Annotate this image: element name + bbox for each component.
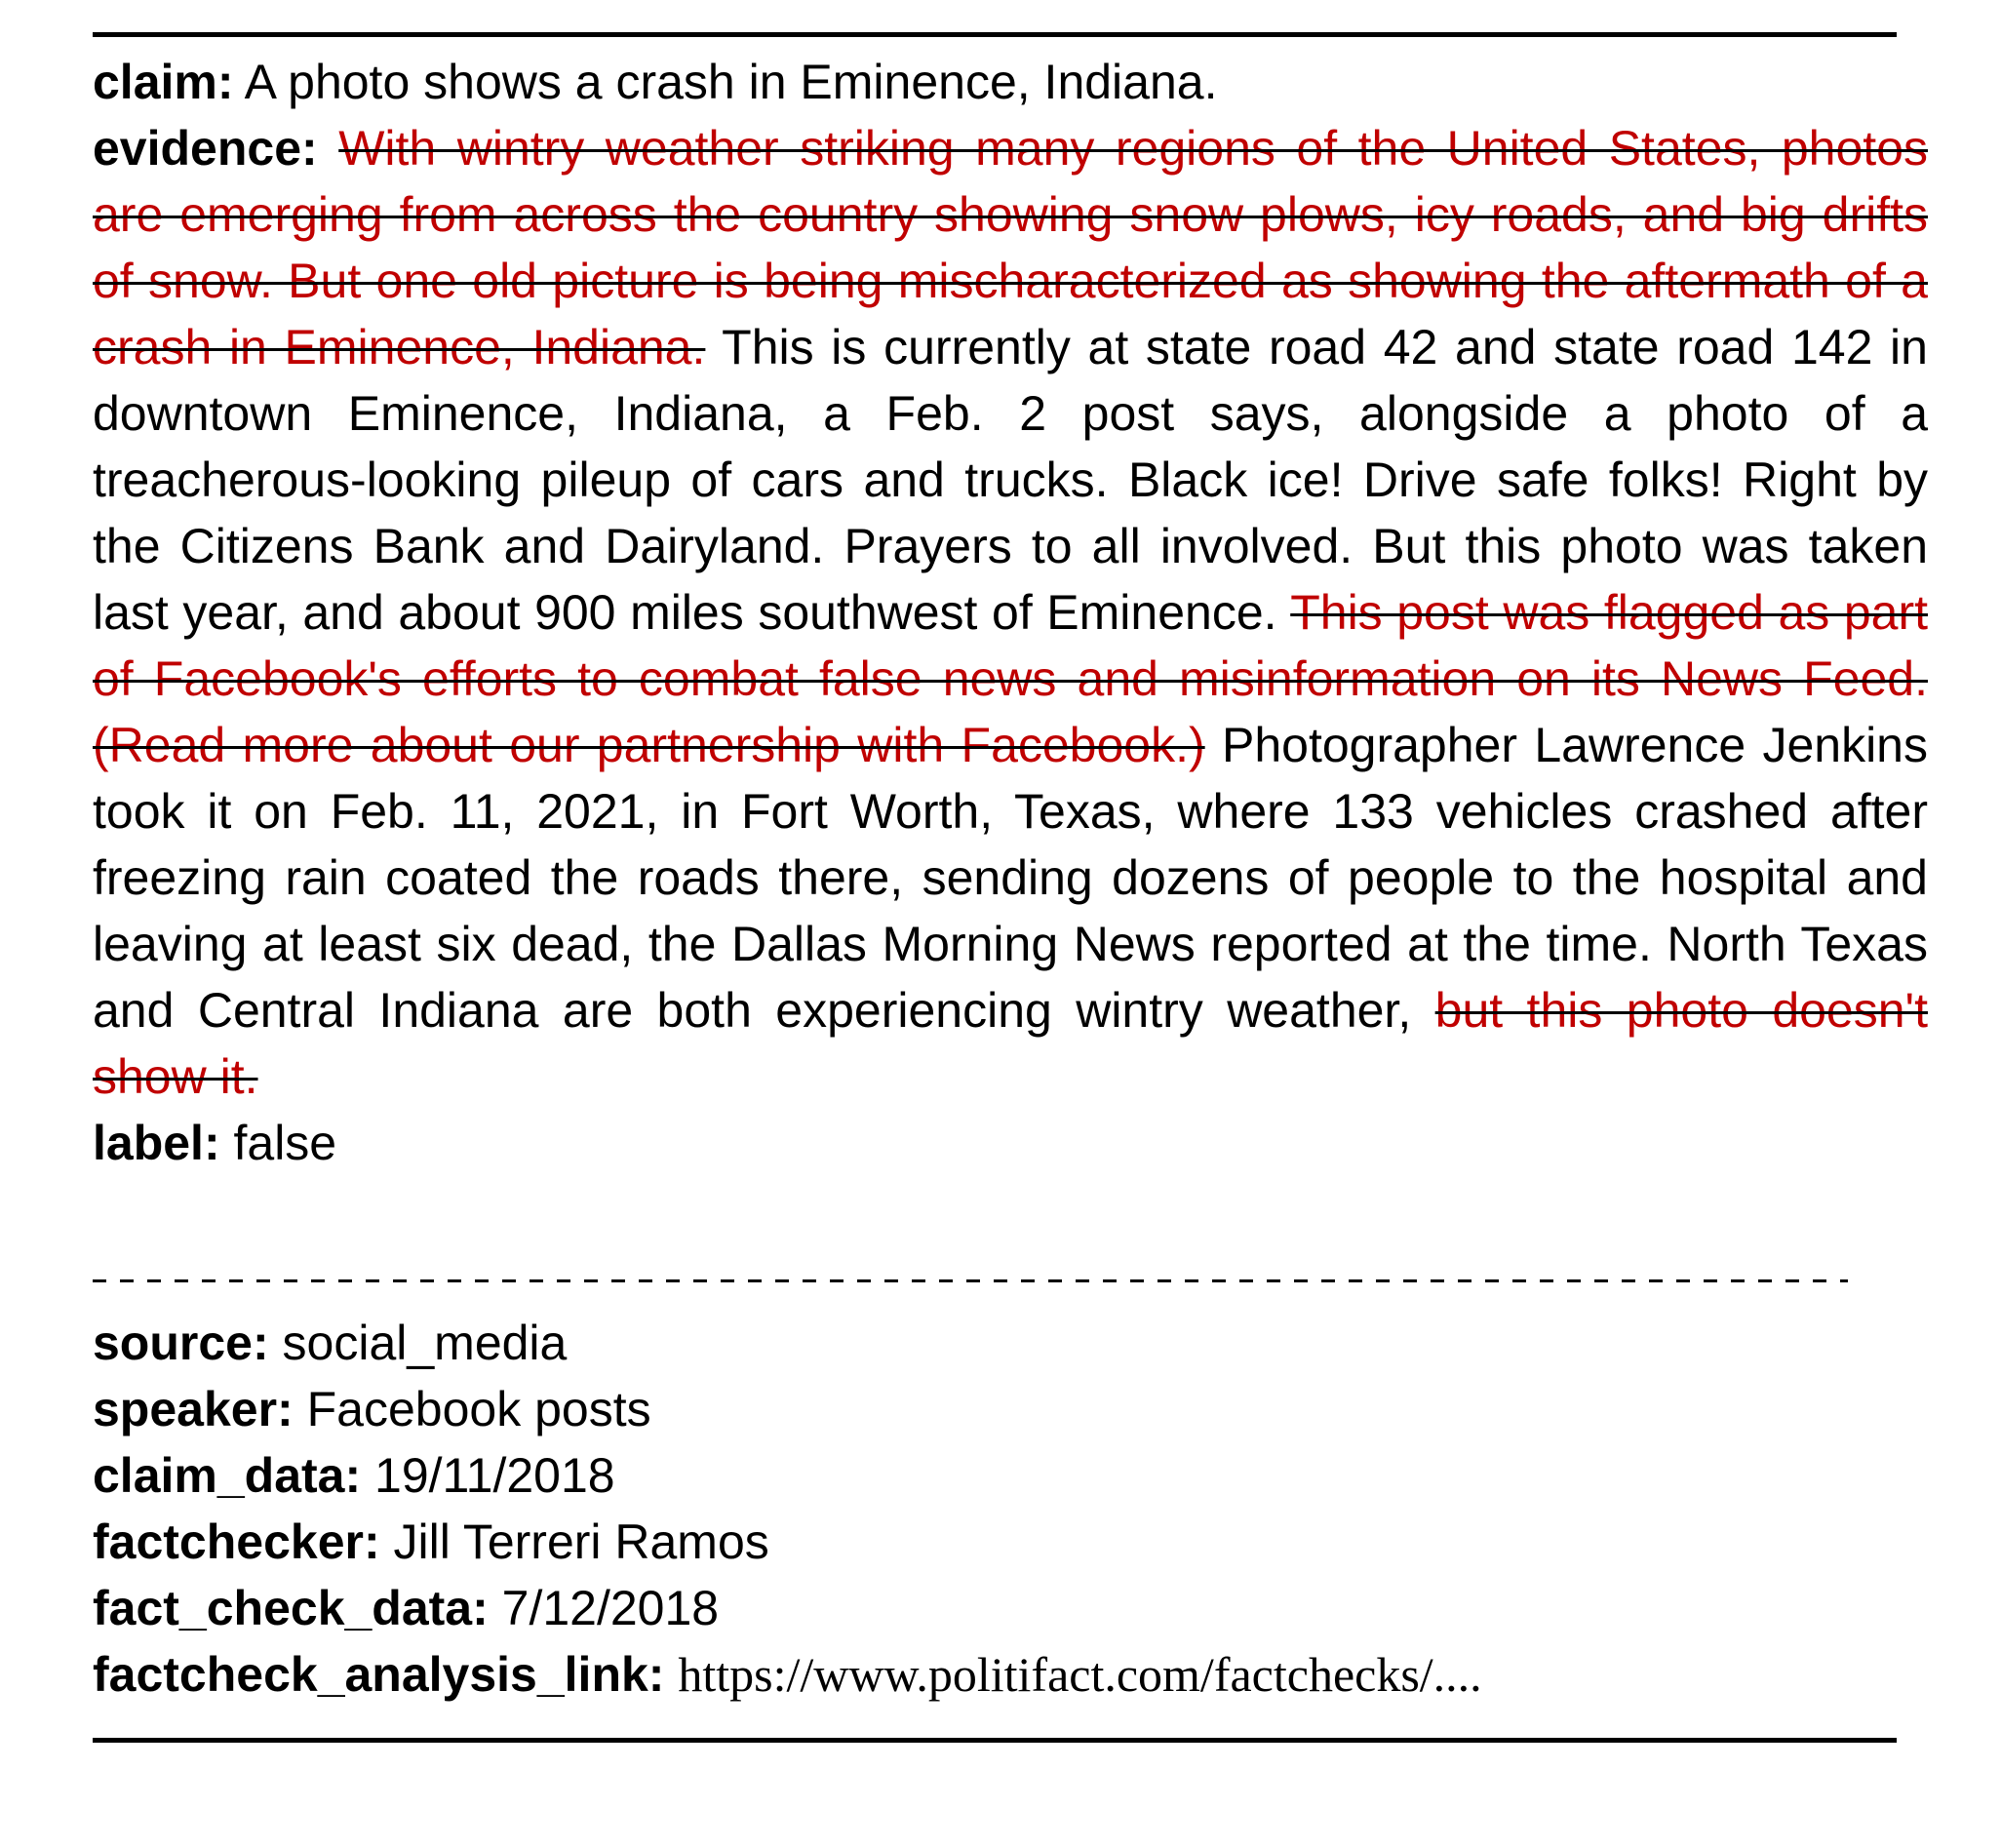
claim-key: claim: bbox=[93, 55, 234, 109]
claim-value: A photo shows a crash in Eminence, Indiana. bbox=[244, 55, 1218, 109]
evidence-kept-segment: This is currently at state road 42 and state road 142 in downtown Eminence, Indiana, a Feb. 2 post says, alongside a photo of a treacherous-looking pileup of cars and trucks. Black ice! Drive safe folks! Right by the Citizens Bank and Dairyland. Prayers to all involved. But this photo was taken last year, and about 900 miles southwest of Eminence. bbox=[93, 320, 1928, 640]
claim-record bbox=[93, 49, 1928, 1176]
metadata-record bbox=[93, 1310, 1928, 1708]
source-field bbox=[93, 1310, 1928, 1376]
analysis-link-field bbox=[93, 1641, 1928, 1708]
speaker-value: Facebook posts bbox=[306, 1382, 651, 1436]
dashed-divider bbox=[93, 1279, 1848, 1282]
label-key: label: bbox=[93, 1116, 220, 1170]
fact-check-date-value: 7/12/2018 bbox=[501, 1581, 720, 1635]
evidence-key: evidence: bbox=[93, 121, 318, 176]
claim-date-value: 19/11/2018 bbox=[374, 1448, 615, 1503]
evidence-field bbox=[93, 115, 1928, 1110]
claim-date-field bbox=[93, 1442, 1928, 1509]
claim-field bbox=[93, 49, 1928, 115]
bottom-rule bbox=[93, 1738, 1897, 1743]
analysis-link[interactable]: https://www.politifact.com/factchecks/.... bbox=[678, 1647, 1482, 1702]
evidence-kept-segment: Photographer Lawrence Jenkins took it on Feb. 11, 2021, in Fort Worth, Texas, where 133 vehicles crashed after freezing rain coated the roads there, sending dozens of people to the hospital and leaving at least six dead, the Dallas Morning News reported at the time. North Texas and Central Indiana are both experiencing wintry weather, bbox=[93, 718, 1928, 1038]
factchecker-value: Jill Terreri Ramos bbox=[393, 1514, 769, 1569]
speaker-field bbox=[93, 1376, 1928, 1442]
factchecker-field bbox=[93, 1509, 1928, 1575]
label-value: false bbox=[233, 1116, 337, 1170]
top-rule bbox=[93, 32, 1897, 37]
source-value: social_media bbox=[282, 1316, 568, 1370]
fact-check-date-key: fact_check_data: bbox=[93, 1581, 489, 1635]
fact-check-date-field bbox=[93, 1575, 1928, 1641]
source-key: source: bbox=[93, 1316, 269, 1370]
speaker-key: speaker: bbox=[93, 1382, 294, 1436]
evidence-removed-segment: This post was flagged as part of Facebook's efforts to combat false news and misinformation on its News Feed. (Read more about our partnership with Facebook.) bbox=[93, 585, 1928, 772]
label-field bbox=[93, 1110, 1928, 1176]
claim-date-key: claim_data: bbox=[93, 1448, 362, 1503]
analysis-link-key: factcheck_analysis_link: bbox=[93, 1647, 665, 1702]
factchecker-key: factchecker: bbox=[93, 1514, 380, 1569]
evidence-removed-segment: but this photo doesn't show it. bbox=[93, 983, 1928, 1104]
evidence-removed-segment: With wintry weather striking many regions of the United States, photos are emerging from across the country showing snow plows, icy roads, and big drifts of snow. But one old picture is being mischaracterized as showing the aftermath of a crash in Eminence, Indiana. bbox=[93, 121, 1928, 374]
